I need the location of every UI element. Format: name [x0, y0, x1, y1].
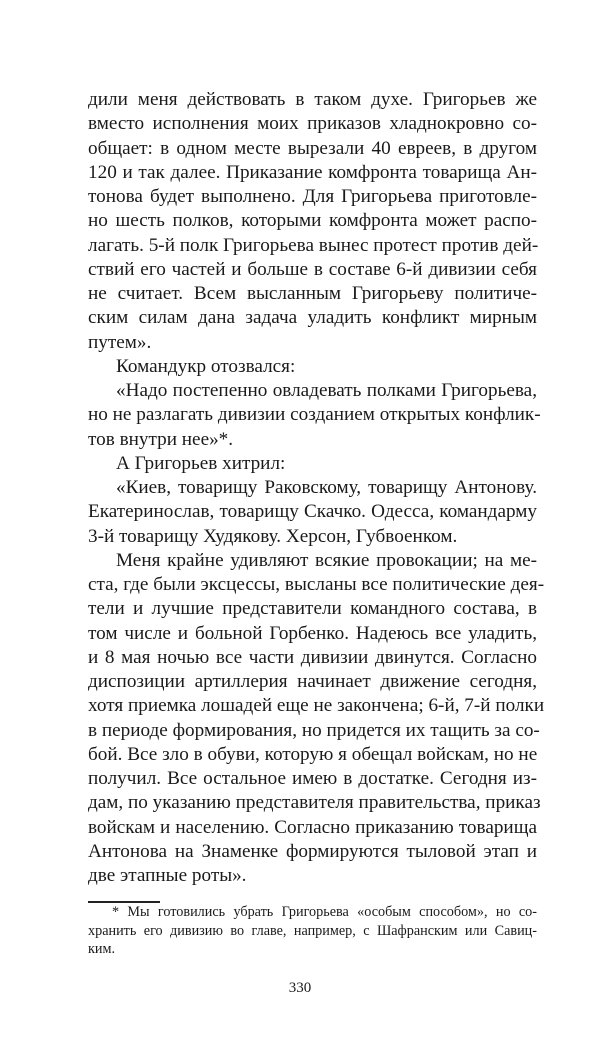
text-line: две этапные роты». — [88, 865, 247, 886]
text-line: А Григорьев хитрил: — [116, 452, 286, 474]
text-line: не считает. Всем высланным Григорьеву политиче- — [88, 283, 537, 304]
text-line: дили меня действовать в таком духе. Григорьев же — [88, 89, 537, 110]
text-line: и 8 мая ночью все части дивизии двинутся. Согласно — [88, 646, 537, 668]
text-line: получил. Все остальное имею в достатке. Сегодня из- — [88, 768, 537, 789]
text-line: ствий его частей и больше в составе 6-й дивизии себя — [88, 258, 537, 280]
text-line: но не разлагать дивизии созданием открытых конфлик- — [88, 404, 541, 426]
text-line: тели и лучшие представители командного состава, в — [88, 598, 537, 620]
text-line: Екатеринослав, товарищу Скачко. Одесса, командарму — [88, 501, 537, 523]
text-line: в периоде формирования, но придется их тащить за со- — [88, 719, 540, 741]
text-line: «Киев, товарищу Раковскому, товарищу Антонову. — [116, 477, 537, 498]
text-line: общает: в одном месте вырезали 40 евреев, в другом — [88, 137, 537, 159]
text-line: Антонова на Знаменке формируются тыловой этап и — [88, 840, 537, 862]
footnote-line: хранить его дивизию во главе, например, с Шафранским или Савиц- — [88, 922, 537, 939]
text-line: 3-й товарищу Худякову. Херсон, Губвоенком. — [88, 525, 458, 547]
footnote-line: * Мы готовились убрать Григорьева «особым способом», но со- — [112, 904, 537, 920]
text-line: 120 и так далее. Приказание комфронта товарища Ан- — [88, 161, 537, 183]
page-number: 330 — [288, 980, 312, 996]
text-line: лагать. 5-й полк Григорьева вынес протест против дей- — [88, 234, 539, 256]
text-line: бой. Все зло в обуви, которую я обещал войскам, но не — [88, 743, 538, 765]
body-text — [88, 88, 545, 888]
text-line: Командукр отозвался: — [116, 355, 296, 377]
text-line: но шесть полков, которыми комфронта может распо- — [88, 210, 537, 232]
text-line: войскам и населению. Согласно приказанию товарища — [88, 816, 537, 838]
text-line: путем». — [88, 331, 152, 353]
footnote-line: ким. — [88, 941, 116, 957]
text-line: тонова будет выполнено. Для Григорьева приготовле- — [88, 186, 537, 207]
text-line: «Надо постепенно овладевать полками Григорьева, — [116, 380, 537, 401]
footnote — [88, 903, 537, 959]
text-line: ским силам дана задача уладить конфликт мирным — [88, 307, 537, 329]
text-line: диспозиции артиллерия начинает движение сегодня, — [88, 671, 537, 692]
text-line: вместо исполнения моих приказов хладнокровно со- — [88, 113, 537, 135]
text-line: ста, где были эксцессы, высланы все политические дея- — [88, 574, 545, 595]
text-line: том числе и больной Горбенко. Надеюсь все уладить, — [88, 622, 537, 644]
text-line: Меня крайне удивляют всякие провокации; на ме- — [116, 549, 537, 571]
text-line: дам, по указанию представителя правительства, приказ — [88, 792, 541, 814]
text-line: хотя приемка лошадей еще не закончена; 6-й, 7-й полки — [88, 695, 545, 717]
text-line: тов внутри нее»*. — [88, 428, 234, 450]
